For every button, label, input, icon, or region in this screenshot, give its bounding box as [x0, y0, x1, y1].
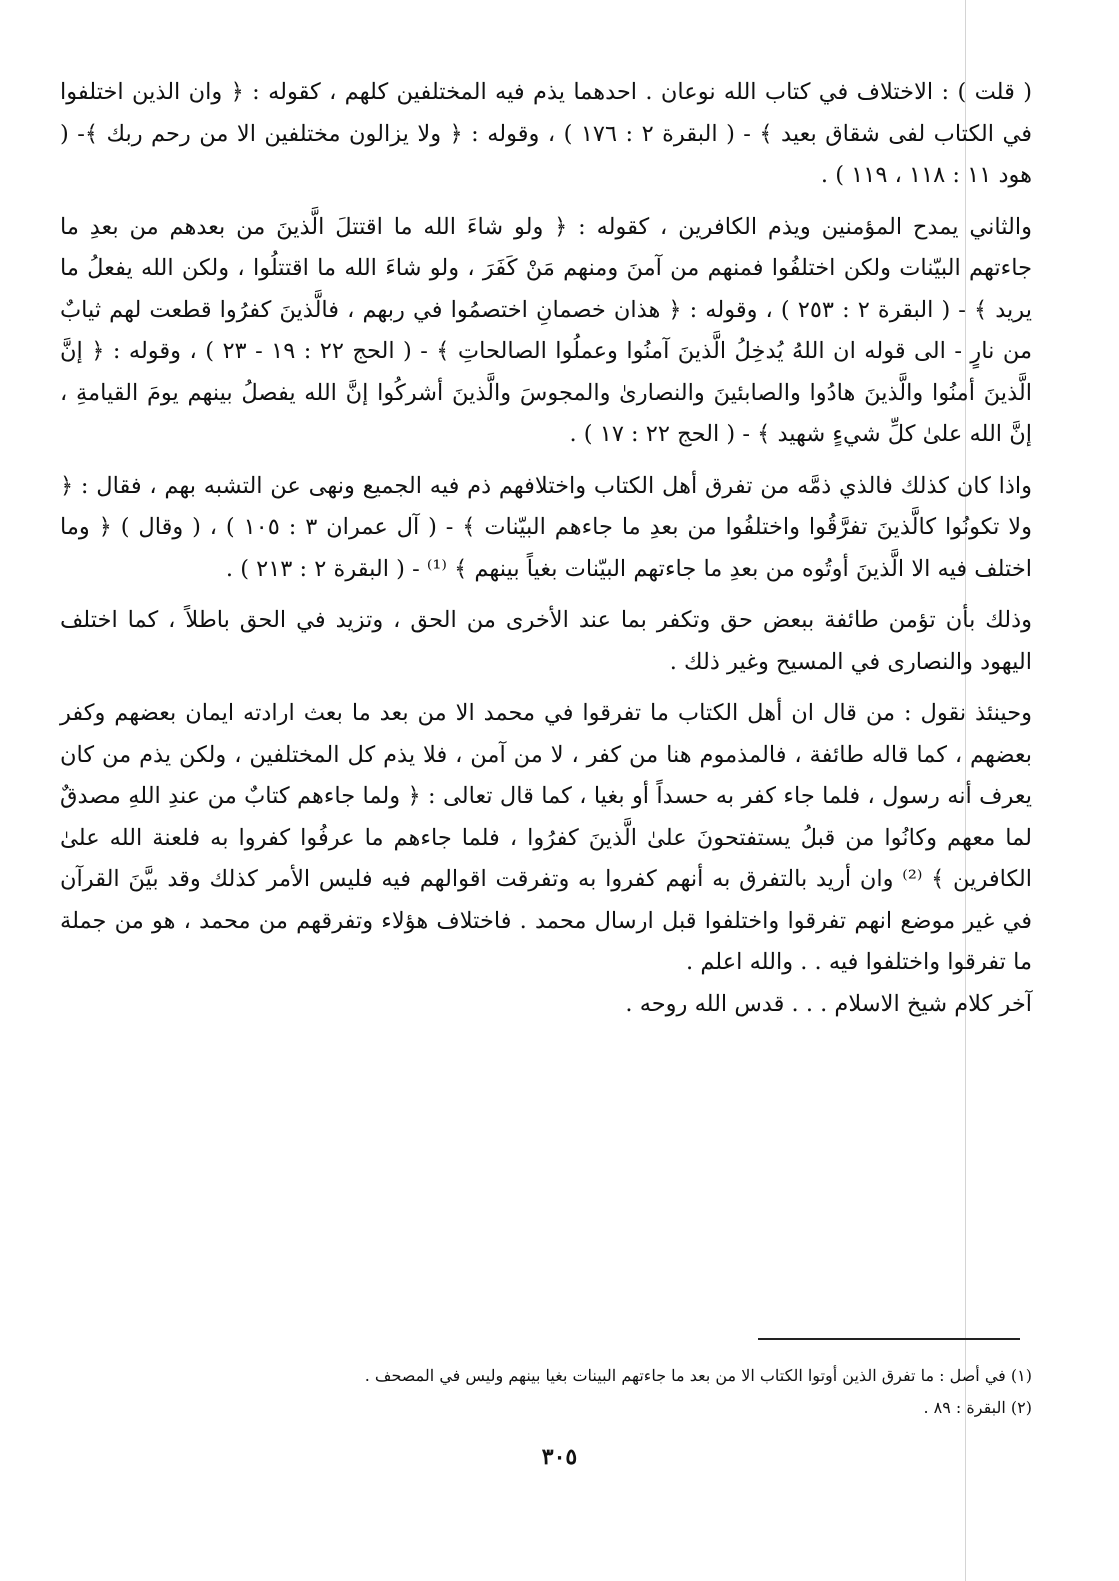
main-text	[60, 72, 1032, 1035]
paragraph-1: ( قلت ) : الاختلاف في كتاب الله نوعان . احدهما يذم فيه المختلفين كلهم ، كقوله : ﴿ وان الذين اختلفوا في الكتاب لفى شقاق بعيد ﴾ - ( البقرة ٢ : ١٧٦ ) ، وقوله : ﴿ ولا يزالون مختلفين الا من رحم ربك ﴾- ( هود ١١ : ١١٨ ، ١١٩ ) .	[60, 79, 1032, 188]
paragraph-4: وذلك بأن تؤمن طائفة ببعض حق وتكفر بما عند الأخرى من الحق ، وتزيد في الحق باطلاً ، كما اختلف اليهود والنصارى في المسيح وغير ذلك .	[60, 607, 1032, 675]
paragraph-2: والثاني يمدح المؤمنين ويذم الكافرين ، كقوله : ﴿ ولو شاءَ الله ما اقتتلَ الَّذينَ من بعدهم من بعدِ ما جاءتهم البيّنات ولكن اختلفُوا فمنهم من آمنَ ومنهم مَنْ كَفَرَ ، ولو شاءَ الله ما اقتتلُوا ، ولكن الله يفعلُ ما يريد ﴾ - ( البقرة ٢ : ٢٥٣ ) ، وقوله : ﴿ هذان خصمانِ اختصمُوا في ربهم ، فالَّذينَ كفرُوا قطعت لهم ثيابٌ من نارٍ - الى قوله ان اللهُ يُدخِلُ الَّذينَ آمنُوا وعملُوا الصالحاتِ ﴾ - ( الحج ٢٢ : ١٩ - ٢٣ ) ، وقوله : ﴿ إنَّ الَّذينَ أمنُوا والَّذينَ هادُوا والصابئينَ والنصارىٰ والمجوسَ والَّذينَ أشركُوا إنَّ الله يفصلُ بينهم يومَ القيامةِ ، إنَّ الله علىٰ كلِّ شيءٍ شهيد ﴾ - ( الحج ٢٢ : ١٧ ) .	[60, 213, 1033, 447]
page-number: ٣٠٥	[541, 1444, 578, 1470]
footnotes	[60, 1360, 1032, 1424]
closing-line: آخر كلام شيخ الاسلام . . . قدس الله روحه .	[625, 990, 1032, 1017]
footnote-2: (٢) البقرة : ٨٩ .	[923, 1398, 1032, 1417]
paragraph-3: واذا كان كذلك فالذي ذمَّه من تفرق أهل الكتاب واختلافهم ذم فيه الجميع ونهى عن التشبه بهم ، فقال : ﴿ ولا تكونُوا كالَّذينَ تفرَّقُوا واختلفُوا من بعدِ ما جاءهم البيّنات ﴾ - ( آل عمران ٣ : ١٠٥ ) ، ( وقال ) ﴿ وما اختلف فيه الا الَّذينَ أوتُوه من بعدِ ما جاءتهم البيّنات بغياً بينهم ﴾ ⁽¹⁾ - ( البقرة ٢ : ٢١٣ ) .	[60, 472, 1032, 582]
paragraph-5: وحينئذ نقول : من قال ان أهل الكتاب ما تفرقوا في محمد الا من بعد ما بعث ارادته ايمان بعضهم وكفر بعضهم ، كما قاله طائفة ، فالمذموم هنا من كفر ، لا من آمن ، فلا يذم كل المختلفين ، ولكن يذم من كان يعرف أنه رسول ، فلما جاء كفر به حسداً أو بغيا ، كما قال تعالى : ﴿ ولما جاءهم كتابٌ من عندِ اللهِ مصدقٌ لما معهم وكانُوا من قبلُ يستفتحونَ علىٰ الَّذينَ كفرُوا ، فلما جاءهم ما عرفُوا كفروا به فلعنة الله علىٰ الكافرين ﴾ ⁽²⁾ وان أريد بالتفرق به أنهم كفروا به وتفرقت اقوالهم فيه فليس الأمر كذلك وقد بيَّنَ القرآن في غير موضع انهم تفرقوا واختلفوا قبل ارسال محمد . فاختلاف هؤلاء وتفرقهم من محمد ، هو من جملة ما تفرقوا واختلفوا فيه . . والله اعلم .	[60, 700, 1032, 975]
footnote-1: (١) في أصل : ما تفرق الذين أوتوا الكتاب الا من بعد ما جاءتهم البينات بغيا بينهم وليس في المصحف .	[364, 1366, 1032, 1385]
footnote-separator	[758, 1338, 1020, 1340]
